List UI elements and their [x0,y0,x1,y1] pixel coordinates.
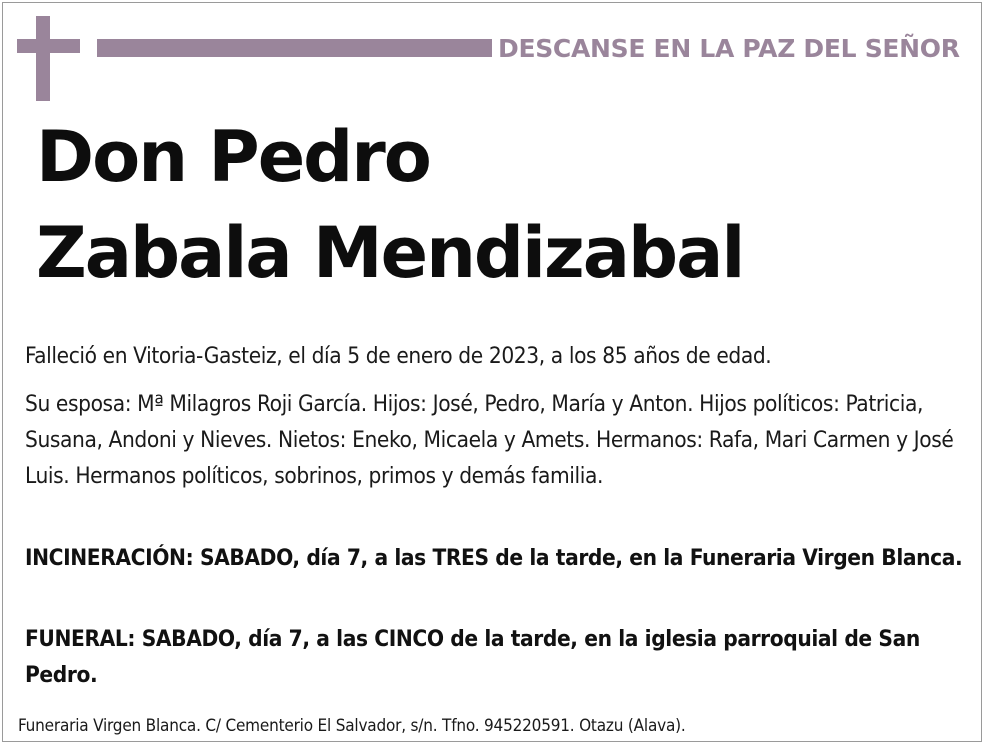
cross-horizontal-bar [17,39,80,53]
cross-vertical-bar [36,16,50,101]
deceased-name-line-1: Don Pedro [36,116,430,198]
funeral-home-footer: Funeraria Virgen Blanca. C/ Cementerio El Salvador, s/n. Tfno. 945220591. Otazu (Alava). [18,716,686,736]
header-title: DESCANSE EN LA PAZ DEL SEÑOR [498,34,960,63]
death-notice: Falleció en Vitoria-Gasteiz, el día 5 de enero de 2023, a los 85 años de edad. [25,343,772,369]
family-notice: Su esposa: Mª Milagros Roji García. Hijos: José, Pedro, María y Anton. Hijos políticos: Patricia, Susana, Andoni y Nieves. Nietos: Eneko, Micaela y Amets. Hermanos: Rafa, Mari Carmen y José Luis. Hermanos políticos, sobrinos, primos y demás familia. [25,391,954,489]
header-divider-bar [97,39,492,57]
deceased-name-line-2: Zabala Mendizabal [36,212,744,294]
funeral-notice: FUNERAL: SABADO, día 7, a las CINCO de la tarde, en la iglesia parroquial de San Pedro. [25,626,920,688]
cremation-notice: INCINERACIÓN: SABADO, día 7, a las TRES de la tarde, en la Funeraria Virgen Blanca. [25,545,963,571]
